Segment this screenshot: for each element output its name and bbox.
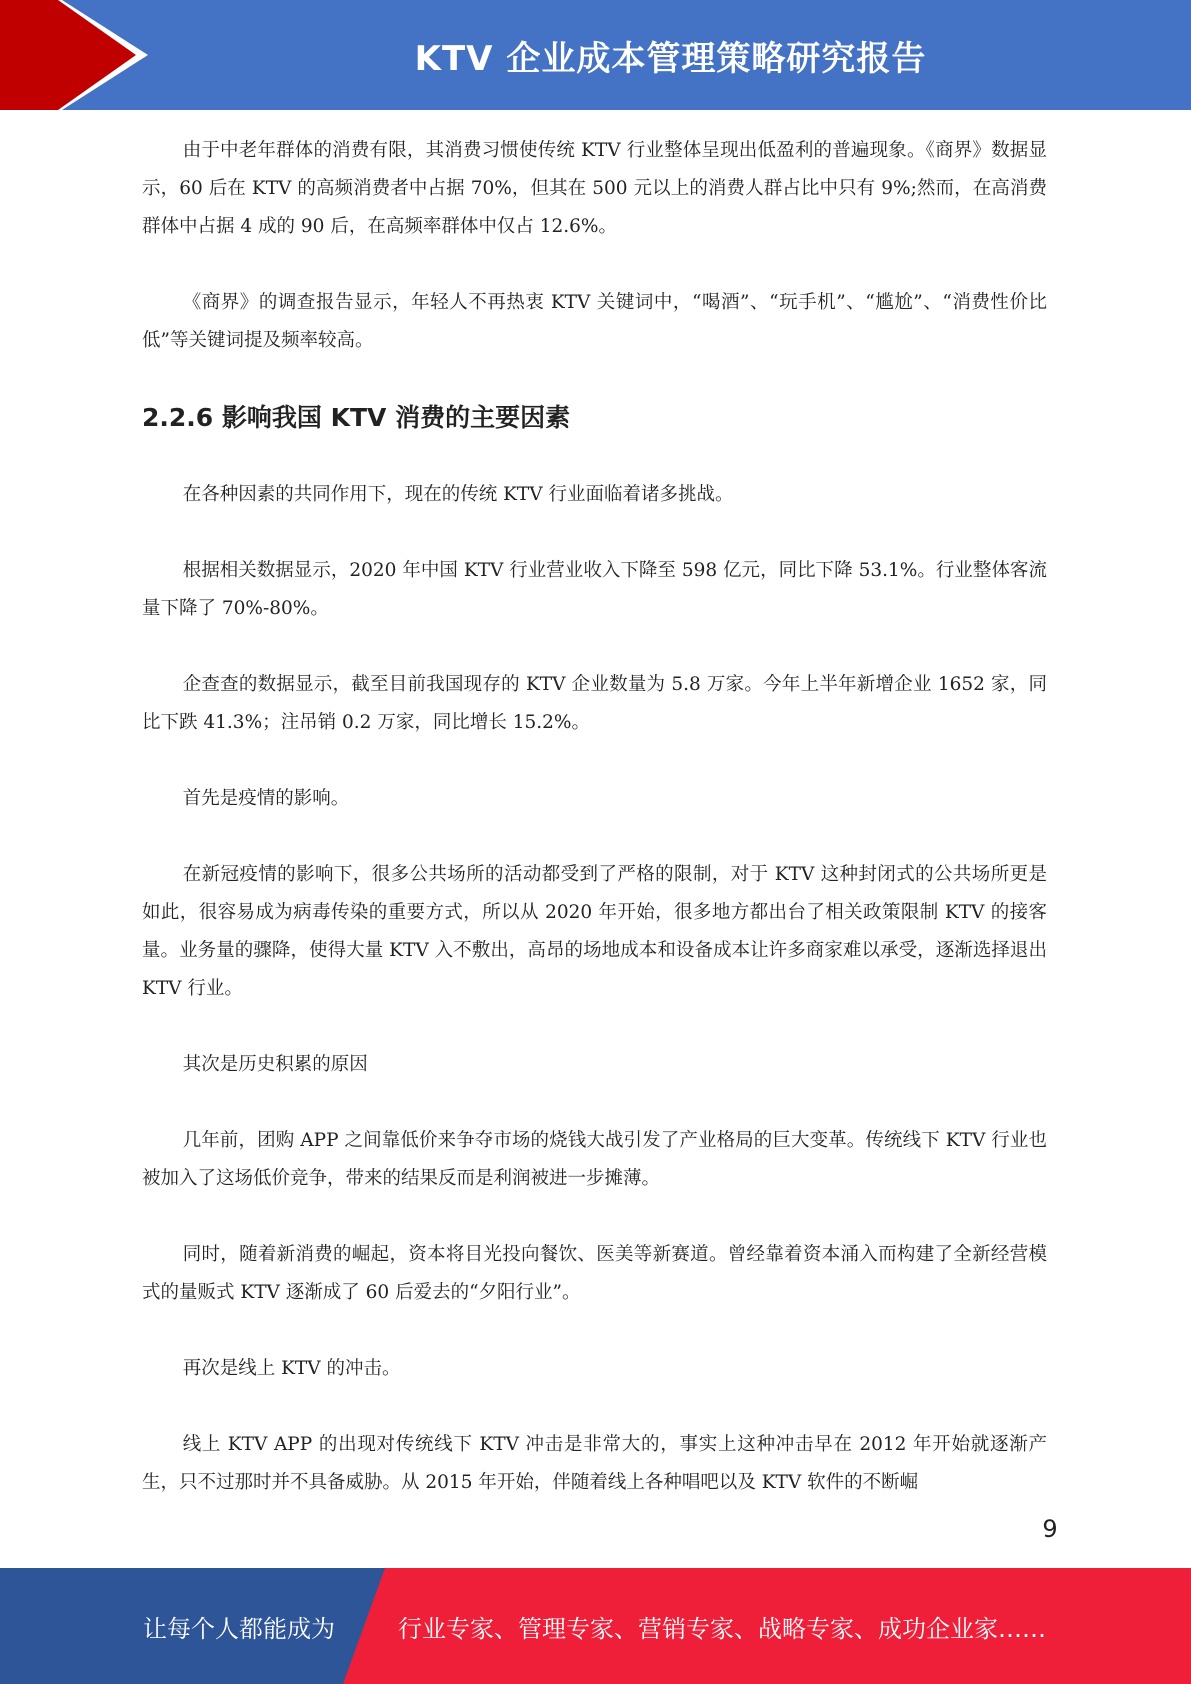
paragraph: 在各种因素的共同作用下，现在的传统 KTV 行业面临着诸多挑战。: [182, 484, 734, 505]
footer-slogan-left: 让每个人都能成为: [143, 1614, 335, 1643]
paragraph: 企查查的数据显示，截至目前我国现存的 KTV 企业数量为 5.8 万家。今年上半年新增企业 1652 家，同比下跌 41.3%；注吊销 0.2 万家，同比增长 15.2%。: [142, 674, 1047, 733]
paragraph: 《商界》的调查报告显示，年轻人不再热衷 KTV 关键词中，“喝酒”、“玩手机”、“尴尬”、“消费性价比低”等关键词提及频率较高。: [142, 292, 1047, 351]
page-content: [142, 132, 1047, 1540]
chevron-right-icon: [0, 0, 160, 110]
paragraph: 根据相关数据显示，2020 年中国 KTV 行业营业收入下降至 598 亿元，同比下降 53.1%。行业整体客流量下降了 70%-80%。: [142, 560, 1047, 619]
paragraph: 线上 KTV APP 的出现对传统线下 KTV 冲击是非常大的，事实上这种冲击早在 2012 年开始就逐渐产生，只不过那时并不具备威胁。从 2015 年开始，伴随着线上各种唱吧以及 KTV 软件的不断崛: [142, 1434, 1047, 1493]
footer-slogan-right: 行业专家、管理专家、营销专家、战略专家、成功企业家……: [398, 1614, 1046, 1643]
paragraph: 其次是历史积累的原因: [182, 1054, 368, 1075]
paragraph: 由于中老年群体的消费有限，其消费习惯使传统 KTV 行业整体呈现出低盈利的普遍现象。《商界》数据显示，60 后在 KTV 的高频消费者中占据 70%，但其在 500 元以上的消费人群占比中只有 9%;然而，在高消费群体中占据 4 成的 90 后，在高频率群体中仅占 12.6%。: [142, 140, 1047, 237]
paragraph: 在新冠疫情的影响下，很多公共场所的活动都受到了严格的限制，对于 KTV 这种封闭式的公共场所更是如此，很容易成为病毒传染的重要方式，所以从 2020 年开始，很多地方都出台了相关政策限制 KTV 的接客量。业务量的骤降，使得大量 KTV 入不敷出，高昂的场地成本和设备成本让许多商家难以承受，逐渐选择退出 KTV 行业。: [142, 864, 1047, 999]
page-number: 9: [1042, 1515, 1058, 1543]
paragraph: 几年前，团购 APP 之间靠低价来争夺市场的烧钱大战引发了产业格局的巨大变革。传统线下 KTV 行业也被加入了这场低价竞争，带来的结果反而是利润被进一步摊薄。: [142, 1130, 1047, 1189]
paragraph: 同时，随着新消费的崛起，资本将目光投向餐饮、医美等新赛道。曾经靠着资本涌入而构建了全新经营模式的量贩式 KTV 逐渐成了 60 后爱去的“夕阳行业”。: [142, 1244, 1047, 1303]
page-footer: [0, 1568, 1191, 1684]
paragraph: 首先是疫情的影响。: [182, 788, 350, 809]
paragraph: 再次是线上 KTV 的冲击。: [182, 1358, 401, 1379]
report-title: KTV 企业成本管理策略研究报告: [414, 38, 927, 79]
section-heading: 2.2.6 影响我国 KTV 消费的主要因素: [142, 403, 571, 432]
page-header: [0, 0, 1191, 110]
